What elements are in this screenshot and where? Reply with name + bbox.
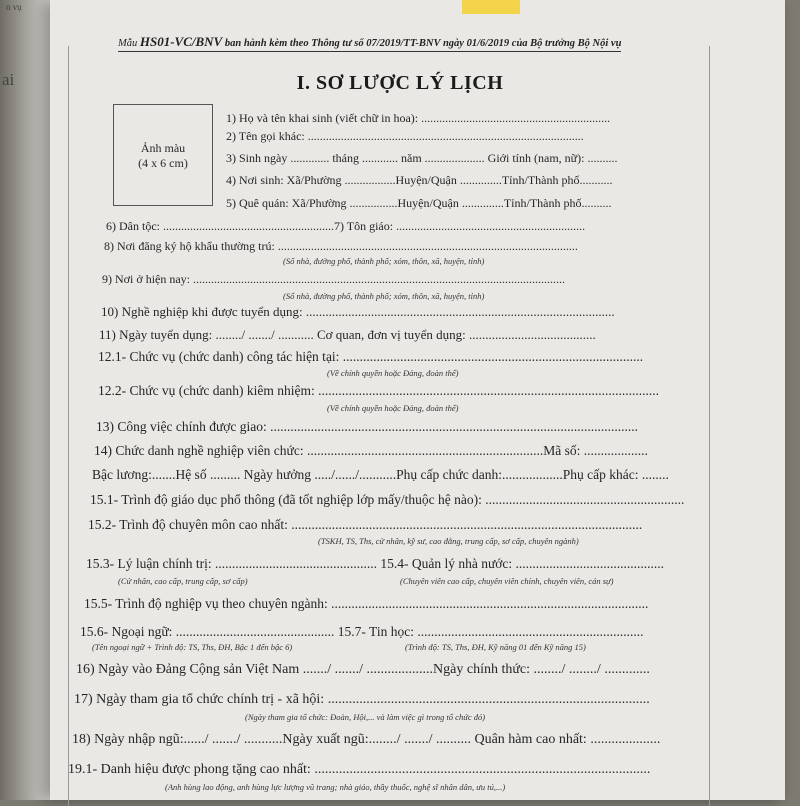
field-organization-join-date[interactable]: 17) Ngày tham gia tổ chức chính trị - xã hội: ............................................................................................ [74,692,650,707]
hint-state-management: (Chuyên viên cao cấp, chuyên viên chính, chuyên viên, cán sự) [400,576,614,586]
hint-permanent-address: (Số nhà, đường phố, thành phố; xóm, thôn, xã, huyện, tỉnh) [283,256,485,266]
field-permanent-address[interactable]: 8) Nơi đăng ký hộ khẩu thường trú: .................................................................................................... [104,239,578,253]
field-current-position[interactable]: 12.1- Chức vụ (chức danh) công tác hiện tại: ......................................................................................... [98,349,644,364]
photo-box [113,104,213,206]
field-highest-honor[interactable]: 19.1- Danh hiệu được phong tặng cao nhất: ................................................................................................ [68,762,651,777]
field-full-name[interactable]: 1) Họ và tên khai sinh (viết chữ in hoa): ............................................................... [226,111,611,125]
field-party-admission[interactable]: 16) Ngày vào Đảng Cộng sản Việt Nam ......./ ......./ ...................Ngày chính thức: ......../ ......../ ............. [76,662,650,677]
hint-current-position: (Về chính quyền hoặc Đảng, đoàn thể) [327,368,459,378]
form-code: HS01-VC/BNV [139,34,223,49]
field-political-theory[interactable]: 15.3- Lý luận chính trị: ................................................ 15.4- Quản lý nhà nước: ............................................ [86,556,665,571]
hint-foreign-language: (Tên ngoại ngữ + Trình độ: TS, Ths, ĐH, Bậc 1 đến bậc 6) [92,642,293,652]
hint-highest-honor: (Anh hùng lao động, anh hùng lực lượng vũ trang; nhà giáo, thầy thuốc, nghệ sĩ nhân dân, ưu tú,...) [165,782,506,792]
field-foreign-language[interactable]: 15.6- Ngoại ngữ: ............................................... 15.7- Tin học: ................................................................... [80,624,644,639]
previous-page-fragment-top: n vụ [6,2,22,12]
field-military-service[interactable]: 18) Ngày nhập ngũ:....../ ......./ ...........Ngày xuất ngũ:......../ ......./ .......... Quân hàm cao nhất: .................... [72,732,661,747]
hint-organization: (Ngày tham gia tổ chức: Đoàn, Hội,... và làm việc gì trong tổ chức đó) [245,712,486,722]
field-birthplace[interactable]: 4) Nơi sinh: Xã/Phường .................Huyện/Quận ..............Tỉnh/Thành phố........... [226,173,613,187]
hint-highest-degree: (TSKH, TS, Ths, cử nhân, kỹ sư, cao đẳng, trung cấp, sơ cấp, chuyên ngành) [318,536,579,546]
field-concurrent-position[interactable]: 12.2- Chức vụ (chức danh) kiêm nhiệm: ..................................................................................................... [98,383,659,398]
header-text: ban hành kèm theo Thông tư số 07/2019/TT-BNV ngày 01/6/2019 của Bộ trưởng Bộ Nội vụ [224,38,622,49]
sticky-note-tab [462,0,520,14]
field-occupation-at-hire[interactable]: 10) Nghề nghiệp khi được tuyển dụng: ............................................................................................... [101,304,615,319]
hint-it-skill: (Trình độ: TS, Ths, ĐH, Kỹ năng 01 đến Kỹ năng 15) [405,642,586,652]
field-professional-title[interactable]: 14) Chức danh nghề nghiệp viên chức: ......................................................................Mã số: ................... [94,443,648,458]
field-current-address[interactable]: 9) Nơi ở hiện nay: ............................................................................................................................ [102,272,566,286]
previous-page-fragment: ai [2,70,15,89]
field-salary-grade[interactable]: Bậc lương:.......Hệ số ......... Ngày hưởng ...../....../...........Phụ cấp chức danh:..................Phụ cấp khác: ........ [92,467,669,482]
field-other-name[interactable]: 2) Tên gọi khác: ............................................................................................ [226,129,584,143]
field-highest-degree[interactable]: 15.2- Trình độ chuyên môn cao nhất: ........................................................................................................ [88,517,643,532]
hint-political-theory: (Cử nhân, cao cấp, trung cấp, sơ cấp) [118,576,248,586]
field-hire-date[interactable]: 11) Ngày tuyển dụng: ......../ ......./ ........... Cơ quan, đơn vị tuyển dụng: ....................................... [99,327,596,342]
hint-current-address: (Số nhà, đường phố, thành phố; xóm, thôn, xã, huyện, tỉnh) [283,291,485,301]
section-title: I. SƠ LƯỢC LÝ LỊCH [296,72,504,94]
field-general-education[interactable]: 15.1- Trình độ giáo dục phổ thông (đã tốt nghiệp lớp mấy/thuộc hệ nào): ........................................................... [90,492,685,507]
header-prefix: Mẫu [118,38,138,49]
field-hometown[interactable]: 5) Quê quán: Xã/Phường ................Huyện/Quận ..............Tỉnh/Thành phố.......... [226,196,612,210]
form-header [118,34,621,52]
field-ethnicity-religion[interactable]: 6) Dân tộc: .........................................................7) Tôn giáo: ............................................................... [106,219,586,233]
photo-label: Ảnh màu (4 x 6 cm) [138,141,188,170]
field-professional-skill[interactable]: 15.5- Trình độ nghiệp vụ theo chuyên ngành: .............................................................................................. [84,596,649,611]
field-main-duty[interactable]: 13) Công việc chính được giao: ............................................................................................................. [96,419,639,434]
hint-concurrent-position: (Về chính quyền hoặc Đảng, đoàn thể) [327,403,459,413]
field-birth-date[interactable]: 3) Sinh ngày ............. tháng ............ năm .................... Giới tính (nam, nữ): .......... [226,151,618,165]
